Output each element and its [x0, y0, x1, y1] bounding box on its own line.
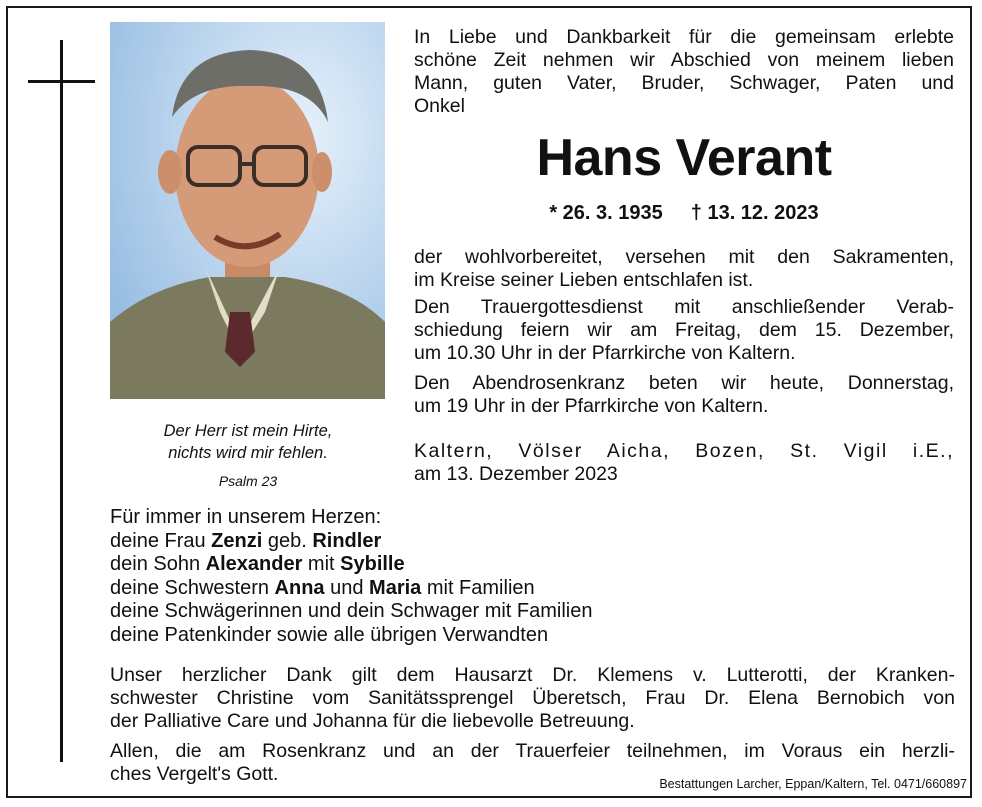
- family-sisters: deine Schwestern Anna und Maria mit Familien: [110, 576, 535, 599]
- life-dates: [414, 202, 954, 225]
- family-list: [110, 506, 810, 648]
- passing-line: im Kreise seiner Lieben entschlafen ist.: [414, 269, 754, 291]
- rosary-line: um 19 Uhr in der Pfarrkirche von Kaltern.: [414, 395, 769, 417]
- death-date: † 13. 12. 2023: [690, 202, 819, 224]
- rosary-paragraph: [414, 372, 954, 418]
- family-wife: deine Frau Zenzi geb. Rindler: [110, 529, 382, 552]
- family-in-laws: deine Schwägerinnen und dein Schwager mit Familien: [110, 600, 593, 623]
- place-line: Kaltern, Völser Aicha, Bozen, St. Vigil i.E.,: [414, 440, 954, 462]
- psalm-line: Der Herr ist mein Hirte,: [163, 422, 333, 440]
- thanks-line: der Palliative Care und Johanna für die liebevolle Betreuung.: [110, 710, 635, 732]
- psalm-quote: [118, 420, 378, 492]
- cross-icon-vertical: [60, 40, 63, 762]
- family-godchildren: deine Patenkinder sowie alle übrigen Verwandten: [110, 623, 549, 646]
- family-son: dein Sohn Alexander mit Sybille: [110, 553, 405, 576]
- cross-icon-horizontal: [28, 80, 95, 83]
- place-and-date: [414, 440, 954, 486]
- date-line: am 13. Dezember 2023: [414, 463, 618, 485]
- rosary-line: Den Abendrosenkranz beten wir heute, Donnerstag,: [414, 372, 954, 394]
- intro-line: Mann, guten Vater, Bruder, Schwager, Paten und: [414, 72, 954, 94]
- intro-line: In Liebe und Dankbarkeit für die gemeinsam erlebte: [414, 26, 954, 48]
- passing-paragraph: [414, 246, 954, 292]
- birth-date: * 26. 3. 1935: [549, 202, 663, 224]
- funeral-paragraph: [414, 296, 954, 365]
- gratitude-line: Allen, die am Rosenkranz und an der Trauerfeier teilnehmen, im Voraus ein herzli-: [110, 740, 955, 762]
- gratitude-line: ches Vergelt's Gott.: [110, 763, 279, 785]
- undertaker-credit: Bestattungen Larcher, Eppan/Kaltern, Tel. 0471/660897: [659, 777, 967, 791]
- intro-line: Onkel: [414, 95, 465, 117]
- intro-line: schöne Zeit nehmen wir Abschied von meinem lieben: [414, 49, 954, 71]
- passing-line: der wohlvorbereitet, versehen mit den Sakramenten,: [414, 246, 954, 268]
- psalm-reference: Psalm 23: [218, 473, 278, 489]
- thanks-line: Unser herzlicher Dank gilt dem Hausarzt Dr. Klemens v. Lutterotti, der Kranken-: [110, 664, 955, 686]
- thanks-line: schwester Christine vom Sanitätssprengel Überetsch, Frau Dr. Elena Bernobich von: [110, 687, 955, 709]
- thanks-paragraph: [110, 664, 955, 733]
- family-heading: Für immer in unserem Herzen:: [110, 506, 382, 528]
- funeral-line: um 10.30 Uhr in der Pfarrkirche von Kaltern.: [414, 342, 796, 364]
- deceased-name: Hans Verant: [536, 129, 832, 187]
- psalm-line: nichts wird mir fehlen.: [168, 444, 328, 462]
- intro-paragraph: [414, 26, 954, 118]
- funeral-line: Den Trauergottesdienst mit anschließender Verab-: [414, 296, 954, 318]
- portrait-photo: [110, 22, 385, 399]
- funeral-line: schiedung feiern wir am Freitag, dem 15. Dezember,: [414, 319, 954, 341]
- portrait-illustration: [110, 22, 385, 399]
